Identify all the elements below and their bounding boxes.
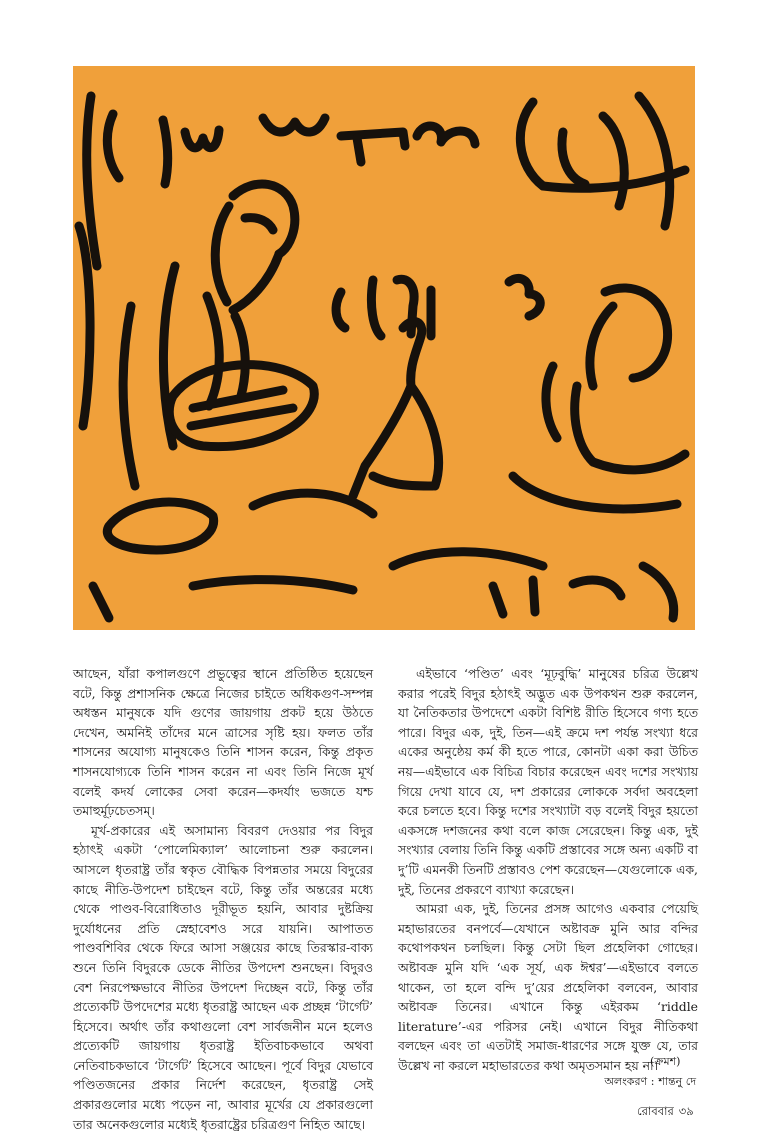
article-column-left — [73, 664, 373, 1134]
paragraph: মূর্খ-প্রকারের এই অসামান্য বিবরণ দেওয়ার পর বিদুর হঠাৎই একটা ‘পোলেমিক্যাল’ আলোচনা শুরু করলেন। আসলে ধৃতরাষ্ট্র তাঁর স্বকৃত বৌদ্ধিক বিপন্নতার সময়ে বিদুরের কাছে নীতি-উপদেশ চাইছেন বটে, কিন্তু তাঁর অন্তরের মধ্যে থেকে পাণ্ডব-বিরোধিতাও দূরীভূত হয়নি, আবার দুষ্টক্রিয় দুর্যোধনের প্রতি স্নেহাবেশও সরে যায়নি। আপাতত পাণ্ডবশিবির থেকে ফিরে আসা সঞ্জয়ের কাছে তিরস্কার-বাক্য শুনে তিনি বিদুরকে ডেকে নীতির উপদেশ শুনছেন। বিদুরও বেশ নিরপেক্ষভাবে নীতির উপদেশ দিচ্ছেন বটে, কিন্তু তাঁর প্রত্যেকটি উপদেশের মধ্যে ধৃতরাষ্ট্র আছেন এক প্রচ্ছন্ন ‘টার্গেট’ হিসেবে। অর্থাৎ তাঁর কথাগুলো বেশ সার্বজনীন মনে হলেও প্রত্যেকটি জায়গায় ধৃতরাষ্ট্র ইতিবাচকভাবে অথবা নেতিবাচকভাবে ‘টার্গেট’ হিসেবে আছেন। পূর্বে বিদুর যেভাবে পণ্ডিতজনের প্রকার নির্দেশ করেছেন, ধৃতরাষ্ট্র সেই প্রকারগুলোর মধ্যে পড়েন না, আবার মূর্খের যে প্রকারগুলো তার অনেকগুলোর মধ্যেই ধৃতরাষ্ট্রের চরিত্রগুণ নিহিত আছে। — [73, 822, 373, 1132]
paragraph: আছেন, যাঁরা কপালগুণে প্রভুত্বের স্থানে প্রতিষ্ঠিত হয়েছেন বটে, কিন্তু প্রশাসনিক ক্ষেত্রে নিজের চাইতে অধিকগুণ-সম্পন্ন অধস্তন মানুষকে যদি গুণের জায়গায় প্রকট হয়ে উঠতে দেখেন, অমনিই তাঁদের মনে ত্রাসের সৃষ্টি হয়। ফলত তাঁর শাসনের অযোগ্য মানুষকেও তিনি শাসন করেন, কিন্তু প্রকৃত শাসনযোগ্যকে তিনি শাসন করেন না এবং তিনি নিজে মূর্খ বলেই কদর্য লোকের সেবা করেন—কদর্যাং ভজতে যশ্চ তমাহুর্মূঢ়চেতসম্। — [73, 666, 373, 819]
page-footer — [637, 1103, 694, 1122]
magazine-name: রোববার — [637, 1104, 674, 1118]
paragraph: এইভাবে ‘পণ্ডিত’ এবং ‘মূঢ়বুদ্ধি’ মানুষের চরিত্র উল্লেখ করার পরেই বিদুর হঠাৎই অদ্ভুত এক উপকথন শুরু করলেন, যা নৈতিকতার উপদেশে একটা বিশিষ্ট রীতি হিসেবে গণ্য হতে পারে। বিদুর এক, দুই, তিন—এই ক্রমে দশ পর্যন্ত সংখ্যা ধরে একের অনুষ্ঠেয় কর্ম কী হতে পারে, কোনটা একা করা উচিত নয়—এইভাবে এক বিচিত্র বিচার করেছেন এবং দশের সংখ্যায় গিয়ে দেখা যাবে যে, দশ প্রকারের লোককে সর্বদা অবহেলা করে চলতে হবে। কিন্তু দশের সংখ্যাটা বড় বলেই বিদুর হয়তো একসঙ্গে দশজনের কথা বলে কাজ সেরেছেন। কিন্তু এক, দুই সংখ্যার বেলায় তিনি কিন্তু একটি প্রস্তাবের সঙ্গে অন্য একটি বা দু’টি এমনকী তিনটি প্রস্তাবও পেশ করেছেন—যেগুলোকে এক, দুই, তিনের প্রকরণে ব্যাখ্যা করেছেন। — [398, 666, 698, 897]
illustration — [73, 66, 695, 630]
page-number: ৩৯ — [678, 1104, 694, 1118]
article-column-right — [398, 664, 698, 1075]
paragraph: আমরা এক, দুই, তিনের প্রসঙ্গ আগেও একবার পেয়েছি মহাভারতের বনপর্বে—যেখানে অষ্টাবক্র মুনি আর বন্দির কথোপকথন চলছিল। কিন্তু সেটা ছিল প্রহেলিকা গোছের। অষ্টাবক্র মুনি যদি ‘এক সূর্য, এক ঈশ্বর’—এইভাবে বলতে থাকেন, তা হলে বন্দি দু’য়ের প্রহেলিকা বলবেন, আবার অষ্টাবক্র তিনের। এখানে কিন্তু এইরকম ‘riddle literature’-এর পরিসর নেই। এখানে বিদুর নীতিকথা বলছেন এবং তা এতটাই সমাজ-ধারণের সঙ্গে যুক্ত যে, তার উল্লেখ না করলে মহাভারতের কথা অমৃতসমান হয় না। — [398, 901, 698, 1073]
credit-name: শান্তনু দে — [658, 1075, 696, 1088]
credit-label: অলংকরণ : — [604, 1075, 655, 1088]
continued-note: (ক্রমশ) — [650, 1055, 681, 1068]
illustration-ink-strokes — [79, 96, 685, 618]
illustration-credit — [604, 1073, 696, 1092]
